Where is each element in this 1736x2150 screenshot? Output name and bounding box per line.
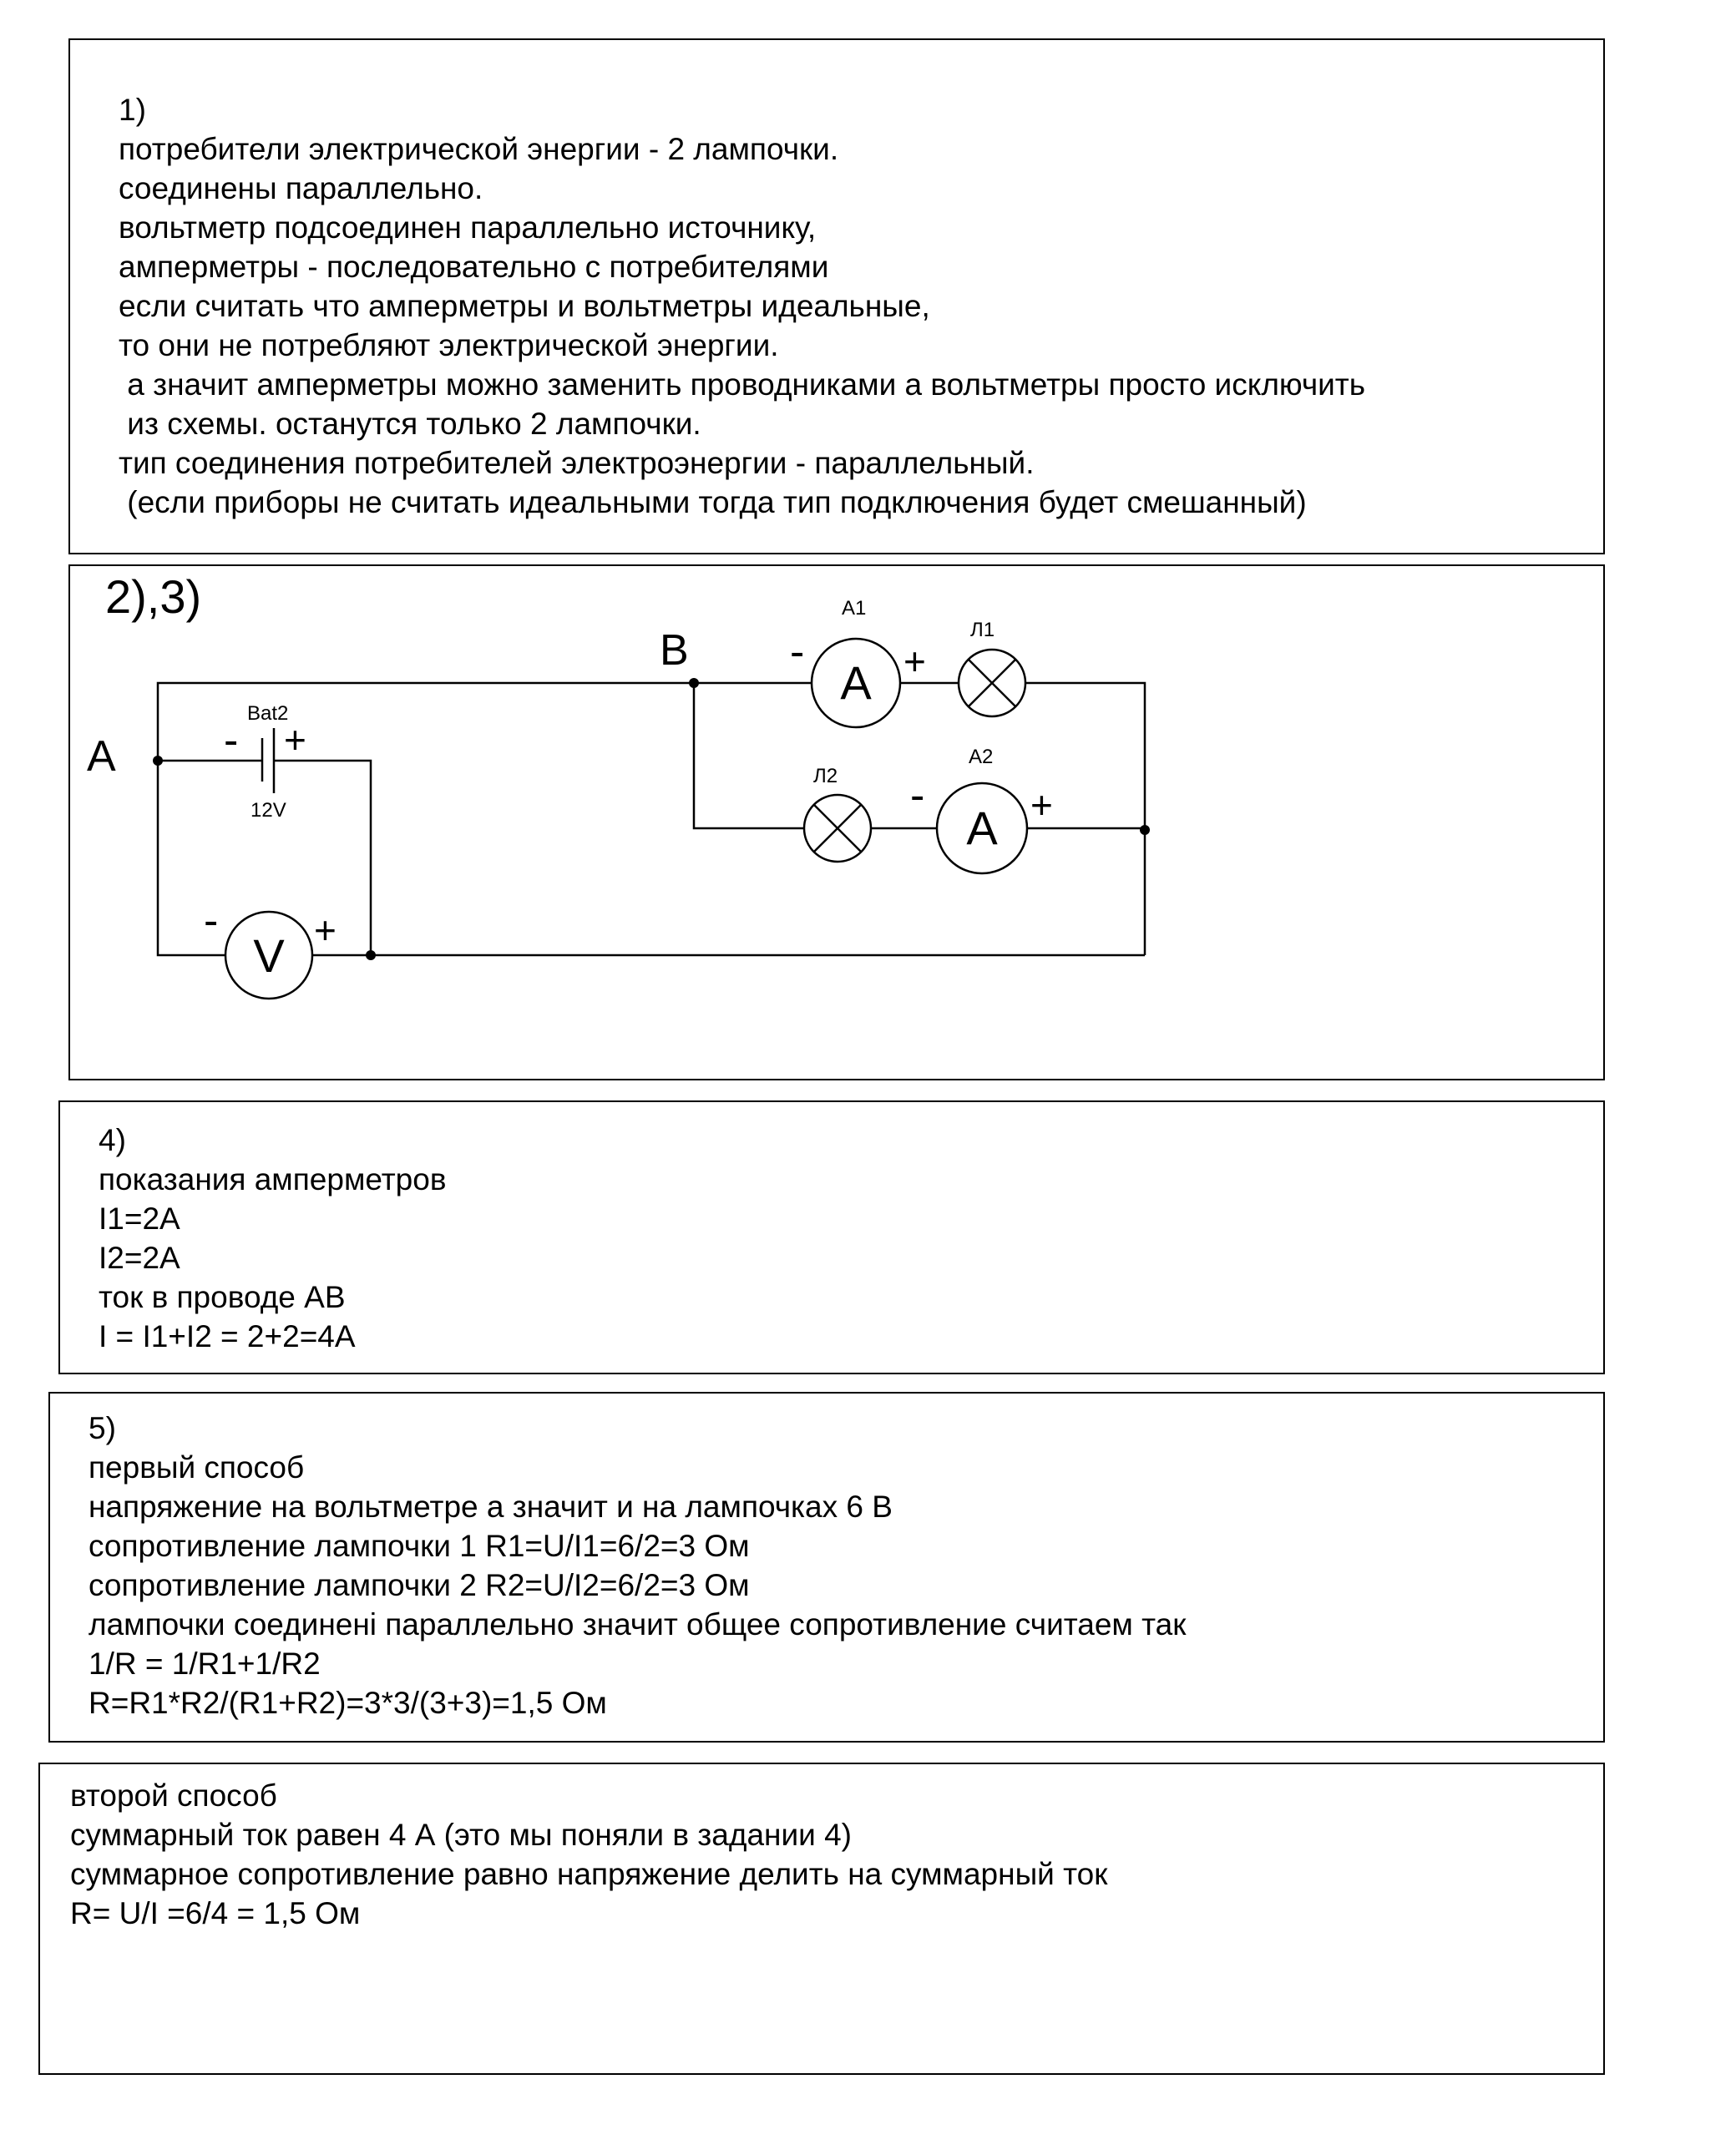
answer-1-panel	[68, 38, 1605, 554]
answer-1-line: вольтметр подсоединен параллельно источнику,	[119, 210, 817, 245]
voltmeter-minus-sign: -	[204, 897, 219, 945]
node-a-label: A	[87, 732, 116, 781]
lamp-l1-name: Л1	[970, 619, 995, 641]
answer-4-line: ток в проводе AB	[99, 1280, 346, 1314]
answer-5-line: 1/R = 1/R1+1/R2	[89, 1647, 321, 1681]
answer-5-line: 5)	[89, 1411, 116, 1445]
circuit-diagram	[70, 566, 1603, 1079]
answer-1-line: потребители электрической энергии - 2 лампочки.	[119, 132, 839, 166]
lamp-l2-name: Л2	[813, 765, 838, 787]
answer-1-line: соединены параллельно.	[119, 171, 483, 205]
answer-1-line: если считать что амперметры и вольтметры идеальные,	[119, 289, 930, 323]
answer-5-line: первый способ	[89, 1450, 305, 1485]
voltmeter-symbol: V	[253, 929, 285, 982]
battery-minus-sign: -	[224, 716, 239, 765]
answer-1-line: а значит амперметры можно заменить проводниками а вольтметры просто исключить	[119, 367, 1366, 402]
ammeter-a1-plus-sign: +	[903, 640, 926, 683]
answer-4-line: I = I1+I2 = 2+2=4A	[99, 1319, 356, 1353]
battery-plus-sign: +	[284, 718, 306, 761]
second-method-line: суммарный ток равен 4 А (это мы поняли в задании 4)	[70, 1818, 852, 1852]
circuit-panel	[68, 564, 1605, 1080]
answer-1-line: тип соединения потребителей электроэнергии - параллельный.	[119, 446, 1035, 480]
answer-5-line: лампочки соединені параллельно значит общее сопротивление считаем так	[89, 1607, 1187, 1642]
second-method-line: R= U/I =6/4 = 1,5 Ом	[70, 1896, 361, 1930]
ammeter-a2-symbol: A	[966, 802, 998, 854]
answer-1-line: то они не потребляют электрической энергии.	[119, 328, 779, 362]
junction-bottom	[366, 950, 376, 960]
junction-right	[1140, 825, 1150, 835]
answer-4-line: 4)	[99, 1123, 126, 1157]
voltmeter-plus-sign: +	[314, 908, 337, 952]
wire-b-down	[694, 683, 803, 828]
ammeter-a1-symbol: A	[840, 656, 872, 709]
answer-5-line: напряжение на вольтметре а значит и на лампочках 6 В	[89, 1490, 893, 1524]
ammeter-a2-plus-sign: +	[1030, 783, 1053, 827]
answer-5-line: R=R1*R2/(R1+R2)=3*3/(3+3)=1,5 Ом	[89, 1686, 607, 1720]
answer-1-line: 1)	[119, 93, 146, 127]
ammeter-a1-name: A1	[842, 597, 867, 620]
second-method-panel	[38, 1763, 1605, 2075]
answer-1-line: амперметры - последовательно с потребителями	[119, 250, 829, 284]
answer-4-line: I1=2A	[99, 1201, 180, 1236]
answer-5-panel	[48, 1392, 1605, 1743]
answer-4-line: I2=2A	[99, 1241, 180, 1275]
battery-name-label: Bat2	[247, 702, 289, 725]
second-method-line: суммарное сопротивление равно напряжение делить на суммарный ток	[70, 1857, 1108, 1891]
battery-value-label: 12V	[251, 799, 286, 822]
answer-5-line: сопротивление лампочки 2 R2=U/I2=6/2=3 Ом	[89, 1568, 750, 1602]
answer-1-line: (если приборы не считать идеальными тогда тип подключения будет смешанный)	[119, 485, 1307, 519]
second-method-line: второй способ	[70, 1778, 277, 1813]
junction-b	[689, 678, 699, 688]
answer-5-line: сопротивление лампочки 1 R1=U/I1=6/2=3 Ом	[89, 1529, 750, 1563]
ammeter-a1-minus-sign: -	[790, 628, 805, 676]
node-b-label: B	[660, 626, 689, 675]
diagram-title: 2),3)	[105, 570, 202, 623]
answer-4-line: показания амперметров	[99, 1162, 447, 1196]
answer-1-line: из схемы. останутся только 2 лампочки.	[119, 407, 701, 441]
junction-a	[153, 756, 163, 766]
ammeter-a2-minus-sign: -	[910, 771, 925, 820]
ammeter-a2-name: A2	[969, 746, 994, 768]
answer-4-panel	[58, 1100, 1605, 1374]
